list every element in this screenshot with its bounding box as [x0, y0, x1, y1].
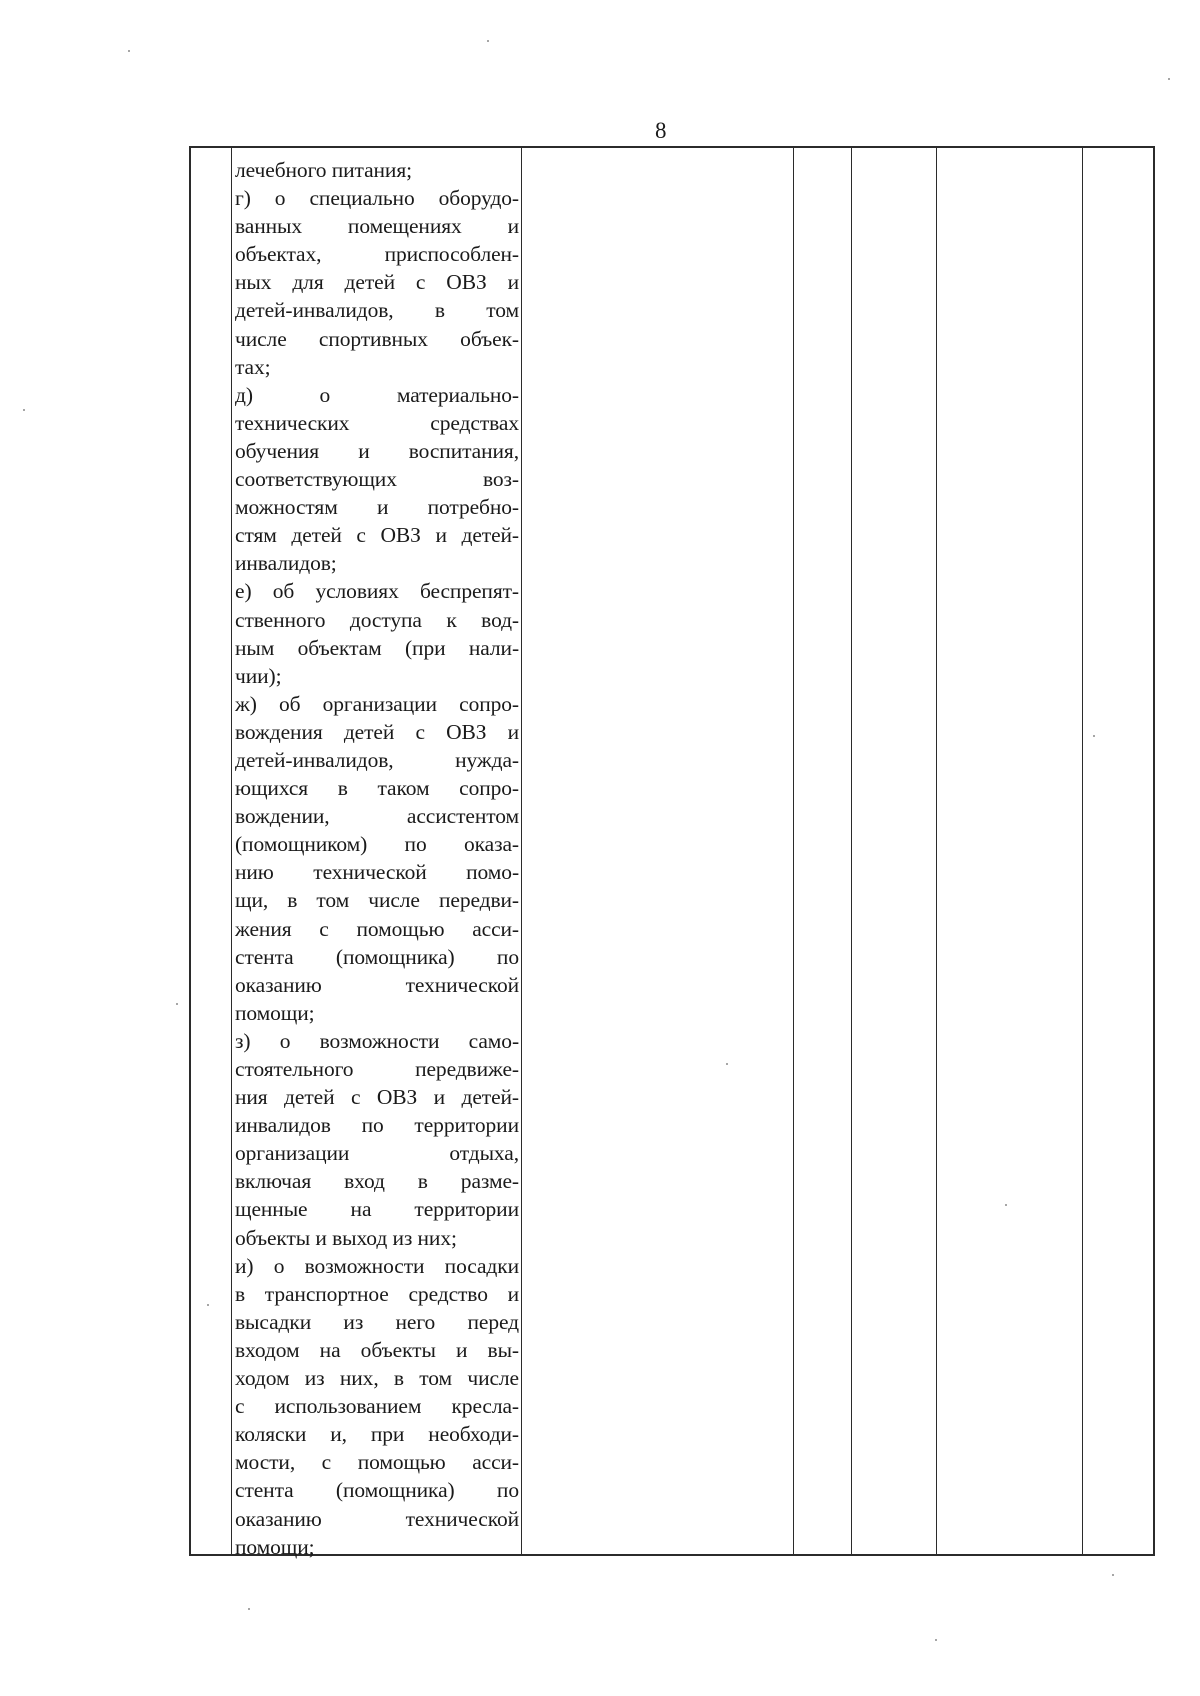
- text-line: е) об условиях беспрепят-: [235, 579, 519, 604]
- text-line: в транспортное средство и: [235, 1281, 519, 1306]
- scan-speck: [726, 1063, 728, 1065]
- text-line: детей-инвалидов, нужда-: [235, 747, 519, 772]
- scan-speck: [1005, 1204, 1007, 1206]
- text-line: соответствующих воз-: [235, 467, 519, 492]
- scan-speck: [248, 1608, 250, 1610]
- text-line: мости, с помощью асси-: [235, 1450, 519, 1475]
- text-line: организации отдыха,: [235, 1141, 519, 1166]
- text-line: оказанию технической: [235, 1506, 519, 1531]
- text-line: ж) об организации сопро-: [235, 691, 519, 716]
- page-number: 8: [655, 118, 667, 143]
- table-column-divider: [851, 146, 852, 1556]
- table-column-divider: [793, 146, 794, 1556]
- text-line: стента (помощника) по: [235, 1478, 519, 1503]
- scan-speck: [176, 1003, 178, 1005]
- text-line: стям детей с ОВЗ и детей-: [235, 523, 519, 548]
- scan-speck: [1112, 1574, 1114, 1576]
- text-line: з) о возможности само-: [235, 1028, 519, 1053]
- document-table: [189, 146, 1155, 1559]
- table-column-divider: [521, 146, 522, 1556]
- text-line: щи, в том числе передви-: [235, 888, 519, 913]
- text-line: жения с помощью асси-: [235, 916, 519, 941]
- text-line: д) о материально-: [235, 382, 519, 407]
- scan-speck: [1168, 78, 1170, 80]
- text-line: помощи;: [235, 1534, 315, 1559]
- text-line: входом на объекты и вы-: [235, 1337, 519, 1362]
- text-line: и) о возможности посадки: [235, 1253, 519, 1278]
- text-line: ных для детей с ОВЗ и: [235, 270, 519, 295]
- text-line: ходом из них, в том числе: [235, 1366, 519, 1391]
- text-line: объекты и выход из них;: [235, 1225, 457, 1250]
- text-line: нию технической помо-: [235, 860, 519, 885]
- text-line: высадки из него перед: [235, 1309, 519, 1334]
- text-line: числе спортивных объек-: [235, 326, 519, 351]
- text-line: ванных помещениях и: [235, 214, 519, 239]
- text-line: тах;: [235, 354, 271, 379]
- text-line: стоятельного передвиже-: [235, 1057, 519, 1081]
- text-line: лечебного питания;: [235, 158, 412, 182]
- text-line: (помощником) по оказа-: [235, 832, 519, 857]
- text-line: г) о специально оборудо-: [235, 186, 519, 211]
- scan-speck: [207, 1304, 209, 1306]
- table-cell-requirements-text: [235, 156, 519, 1561]
- scan-speck: [23, 409, 25, 411]
- text-line: обучения и воспитания,: [235, 438, 519, 463]
- scan-speck: [935, 1639, 937, 1641]
- text-line: ным объектам (при нали-: [235, 635, 519, 660]
- text-line: технических средствах: [235, 410, 519, 435]
- table-column-divider: [1082, 146, 1083, 1556]
- text-line: ственного доступа к вод-: [235, 607, 519, 632]
- text-line: оказанию технической: [235, 972, 519, 997]
- text-line: ния детей с ОВЗ и детей-: [235, 1085, 519, 1110]
- text-line: помощи;: [235, 1000, 315, 1025]
- text-line: вождения детей с ОВЗ и: [235, 719, 519, 744]
- text-line: инвалидов;: [235, 551, 337, 576]
- text-line: инвалидов по территории: [235, 1113, 519, 1138]
- scan-speck: [1093, 735, 1095, 737]
- scan-speck: [487, 40, 489, 42]
- table-column-divider: [231, 146, 232, 1556]
- text-line: можностям и потребно-: [235, 495, 519, 520]
- text-line: щенные на территории: [235, 1197, 519, 1222]
- text-line: детей-инвалидов, в том: [235, 298, 519, 323]
- text-line: вождении, ассистентом: [235, 804, 519, 829]
- table-column-divider: [936, 146, 937, 1556]
- text-line: ющихся в таком сопро-: [235, 776, 519, 801]
- text-line: объектах, приспособлен-: [235, 242, 519, 267]
- text-line: с использованием кресла-: [235, 1394, 519, 1419]
- text-line: стента (помощника) по: [235, 944, 519, 969]
- scan-speck: [128, 50, 130, 52]
- text-line: коляски и, при необходи-: [235, 1422, 519, 1447]
- text-line: включая вход в разме-: [235, 1169, 519, 1194]
- text-line: чии);: [235, 663, 282, 688]
